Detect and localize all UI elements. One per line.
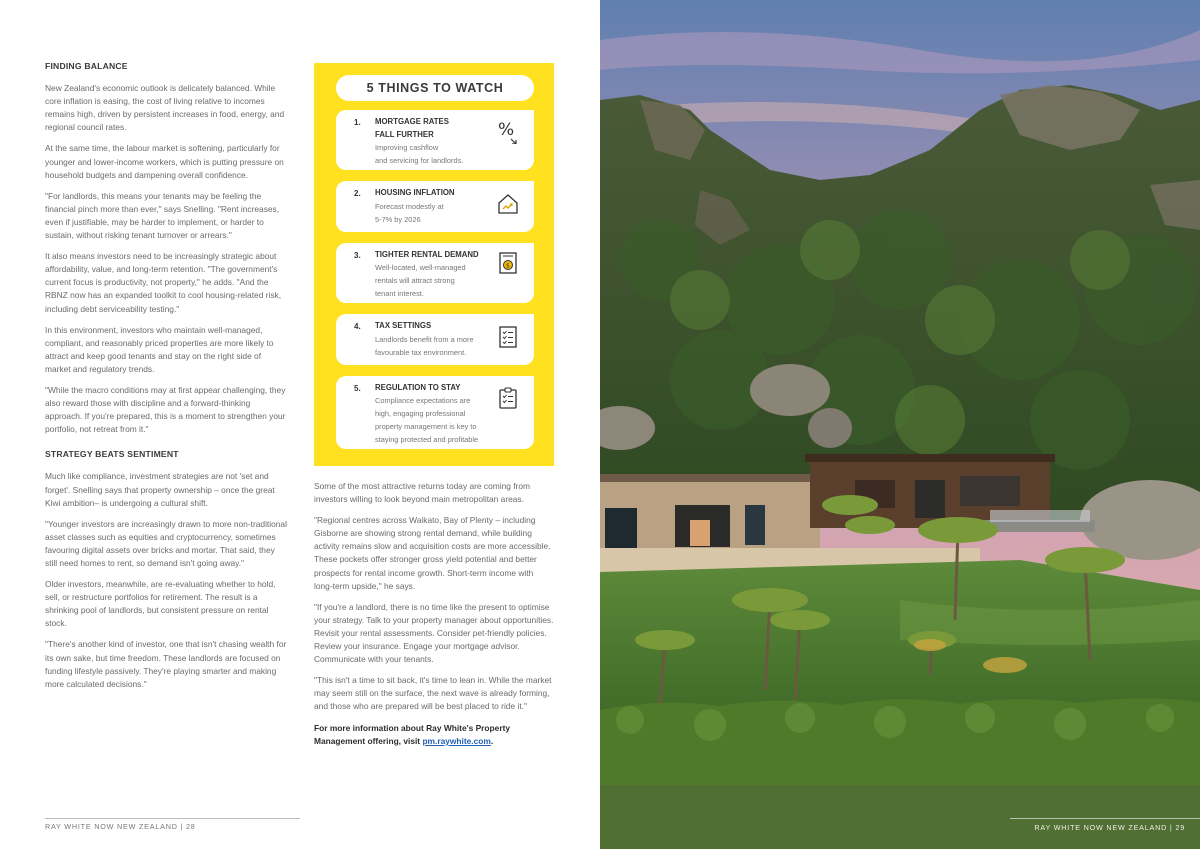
- footer-page-28: RAY WHITE NOW NEW ZEALAND | 28: [45, 822, 196, 831]
- item-heading-line: TAX SETTINGS: [375, 321, 432, 330]
- more-info-end: .: [490, 735, 494, 746]
- item-description-line: Compliance expectations are: [375, 396, 471, 405]
- right-page-photo: [600, 0, 1200, 849]
- item-description-line: and servicing for landlords.: [375, 156, 464, 165]
- item-description-line: Forecast modestly at: [375, 202, 444, 211]
- paragraph: Much like compliance, investment strategies are not 'set and forget'. Snelling says that property ownership – once the great Kiwi ambition– is undergoing a cultural shift.: [45, 471, 275, 508]
- item-description: [375, 261, 495, 300]
- paragraph: It also means investors need to be increasingly strategic about affordability, value, and long-term retention. "The government's current focus is productivity, not property," he adds. "And the RBNZ now has an expanded toolkit to cool housing-related risk, including debt serviceability testing.": [45, 251, 282, 314]
- section-heading-finding-balance: FINDING BALANCE: [45, 61, 128, 71]
- item-heading: [375, 382, 500, 395]
- paragraph: "There's another kind of investor, one that isn't chasing wealth for its own sake, but time freedom. These landlords are focused on funding lifestyle passively. They're playing smarter and making more calculated decisions.": [45, 639, 287, 689]
- item-description-line: staying protected and profitable: [375, 435, 479, 444]
- paragraph: "For landlords, this means your tenants may be feeling the financial pinch more than ever," says Snelling. "Rent increases, even if justifiable, may be harder to implement, or harder to sustain, without risking tenant turnover or arrears.": [45, 190, 280, 241]
- item-description-line: tenant interest.: [375, 289, 424, 298]
- paragraph: "Regional centres across Waikato, Bay of Plenty – including Gisborne are showing strong rental demand, while building activity remains slow and acquisition costs are more accessible. These pockets offer stronger gross yield potential and better prospects for rental income growth. Short-term income with long-term upside," he says.: [314, 515, 551, 591]
- paragraph: "Younger investors are increasingly drawn to more non-traditional asset classes such as equities and cryptocurrency, sometimes favouring digital assets over bricks and mortar. That said, they still need homes to rent, so demand isn't going away.": [45, 518, 287, 568]
- clipboard-check-icon: [496, 386, 520, 410]
- paragraph: "If you're a landlord, there is no time like the present to optimise your strategy. Talk to your property manager about opportunities. Revisit your rental assessments. Consider pet-friendly policies. Review your insurance. Engage your mortgage advisor. Communicate with your tenants.: [314, 601, 554, 665]
- box-title: 5 THINGS TO WATCH: [336, 75, 534, 101]
- item-heading: [375, 249, 500, 262]
- item-description-line: Improving cashflow: [375, 143, 439, 152]
- item-heading: [375, 187, 500, 200]
- watch-item-5: [336, 376, 534, 449]
- item-heading-line: FALL FURTHER: [375, 129, 434, 139]
- item-description: [375, 333, 495, 359]
- item-number: 1.: [354, 118, 361, 127]
- paragraph: "While the macro conditions may at first appear challenging, they also reward those with discipline and a forward-thinking approach. If you're prepared, this is a moment to strengthen your portfolio, not retreat from it.": [45, 384, 286, 435]
- svg-text:%: %: [498, 120, 515, 140]
- middle-text-column: [314, 480, 554, 756]
- left-text-column: [45, 60, 288, 699]
- item-description-line: 5-7% by 2026: [375, 215, 421, 224]
- footer-page-29: RAY WHITE NOW NEW ZEALAND | 29: [1034, 823, 1185, 832]
- paragraph: At the same time, the labour market is softening, particularly for younger and lower-income workers, which is putting pressure on household budgets and dampening overall confidence.: [45, 143, 284, 180]
- svg-text:$: $: [506, 262, 510, 270]
- more-info: [314, 722, 554, 748]
- rent-document-icon: [496, 251, 520, 275]
- item-description: [375, 141, 495, 167]
- item-number: 5.: [354, 384, 361, 393]
- footer-divider: [45, 818, 300, 819]
- paragraph: Some of the most attractive returns today are coming from investors willing to look beyond main metropolitan areas.: [314, 481, 530, 505]
- five-things-box: [314, 63, 554, 466]
- paragraph: New Zealand's economic outlook is delicately balanced. While core inflation is easing, the cost of living relative to incomes remains high, driven by persistent increases in food, energy, and regional council rates.: [45, 83, 285, 133]
- item-description-line: rentals will attract strong: [375, 276, 455, 285]
- website-link[interactable]: pm.raywhite.com: [422, 735, 491, 746]
- item-description-line: property management is key to: [375, 422, 477, 431]
- item-description-line: favourable tax environment.: [375, 348, 467, 357]
- item-heading-line: TIGHTER RENTAL DEMAND: [375, 250, 479, 259]
- paragraph: "This isn't a time to sit back, it's time to lean in. While the market may seem still on the surface, the next wave is already forming, and those who are prepared will be best placed to ride it.": [314, 675, 552, 712]
- checklist-icon: [496, 325, 520, 349]
- item-heading-line: MORTGAGE RATES: [375, 117, 449, 126]
- item-description-line: Well-located, well-managed: [375, 263, 466, 272]
- house-growth-icon: [496, 192, 520, 216]
- item-heading: [375, 320, 500, 333]
- paragraph: Older investors, meanwhile, are re-evaluating whether to hold, sell, or restructure portfolios for retirement. The result is a shrinking pool of landlords, but consistent pressure on rental stock.: [45, 579, 276, 629]
- item-description-line: Landlords benefit from a more: [375, 335, 474, 344]
- footer-divider: [1010, 818, 1200, 819]
- watch-item-1: [336, 110, 534, 170]
- item-description-line: high, engaging professional: [375, 409, 466, 418]
- watch-item-3: [336, 243, 534, 303]
- item-heading: [375, 116, 500, 141]
- paragraph: In this environment, investors who maintain well-managed, compliant, and reasonably priced properties are more likely to attract and keep good tenants and stay on the right side of market and regulatory trends.: [45, 324, 274, 374]
- item-description: [375, 394, 495, 446]
- percent-down-icon: [496, 120, 520, 144]
- item-number: 3.: [354, 251, 361, 260]
- item-heading-line: REGULATION TO STAY: [375, 383, 461, 392]
- item-heading-line: HOUSING INFLATION: [375, 188, 455, 197]
- watch-item-2: [336, 181, 534, 232]
- item-number: 2.: [354, 189, 361, 198]
- watch-item-4: [336, 314, 534, 365]
- section-heading-strategy: STRATEGY BEATS SENTIMENT: [45, 449, 179, 460]
- item-description: [375, 200, 495, 226]
- item-number: 4.: [354, 322, 361, 331]
- more-info-text: For more information about Ray White's Property Management offering, visit: [314, 722, 511, 746]
- landscape-house-photo: [600, 0, 1200, 849]
